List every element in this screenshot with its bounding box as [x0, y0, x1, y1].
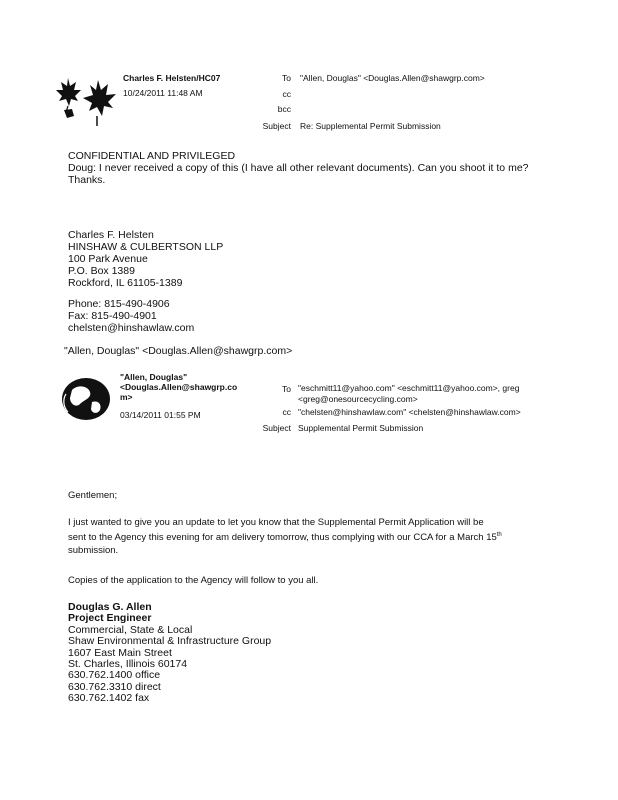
para-line: I just wanted to give you an update to let you know that the Supplemental Permit Application will be [68, 517, 484, 528]
contact-line: Fax: 815-490-4901 [68, 310, 157, 322]
signature-line: Commercial, State & Local [68, 623, 193, 636]
signature-line: Charles F. Helsten [68, 229, 154, 241]
signature-line: 630.762.1400 office [68, 669, 161, 682]
email2-to-label: To [282, 384, 291, 394]
signature-line: HINSHAW & CULBERTSON LLP [68, 241, 224, 253]
para-line: sent to the Agency this evening for am delivery tomorrow, thus complying with our CCA for a March 15th [68, 532, 502, 544]
signature-name: Douglas G. Allen [68, 601, 152, 613]
email1-cc-label: cc [282, 89, 291, 99]
email2-sender [120, 372, 237, 402]
sender-line: "Allen, Douglas" [120, 372, 188, 382]
signature-line: Shaw Environmental & Infrastructure Group [68, 635, 272, 648]
email2-cc: "chelsten@hinshawlaw.com" <chelsten@hinshawlaw.com> [298, 407, 521, 417]
email2-subject-label: Subject [262, 423, 291, 433]
body-line: Thanks. [68, 174, 106, 186]
email1-body [68, 150, 529, 186]
email2-para1 [68, 516, 502, 557]
email1-subject: Re: Supplemental Permit Submission [300, 121, 441, 131]
signature-line: P.O. Box 1389 [68, 265, 135, 277]
signature-line: Rockford, IL 61105-1389 [68, 277, 183, 289]
globe-avatar-icon [58, 374, 114, 424]
contact-line: Phone: 815-490-4906 [68, 298, 170, 310]
email1-date: 10/24/2011 11:48 AM [123, 88, 203, 98]
email1-bcc-label: bcc [277, 104, 291, 114]
email2-cc-label: cc [282, 407, 291, 417]
email1-subject-label: Subject [262, 121, 291, 131]
email1-contact [68, 298, 194, 334]
para-line: submission. [68, 545, 119, 557]
signature-line: 630.762.1402 fax [68, 692, 150, 705]
to-line: "eschmitt11@yahoo.com" <eschmitt11@yahoo.com>, greg [298, 383, 520, 393]
signature-line: St. Charles, Illinois 60174 [68, 658, 188, 671]
signature-line: 1607 East Main Street [68, 646, 172, 659]
email1-to: "Allen, Douglas" <Douglas.Allen@shawgrp.com> [300, 73, 485, 83]
superscript-th: th [496, 532, 502, 538]
email2-to [298, 383, 519, 405]
email2-date: 03/14/2011 01:55 PM [120, 410, 201, 420]
quoted-from: "Allen, Douglas" <Douglas.Allen@shawgrp.com> [64, 345, 293, 357]
email2-para2: Copies of the application to the Agency will follow to you all. [68, 575, 319, 586]
to-line: <greg@onesourcecycling.com> [298, 394, 418, 404]
body-line: CONFIDENTIAL AND PRIVILEGED [68, 150, 236, 162]
signature-title: Project Engineer [68, 612, 152, 625]
email2-signature [68, 602, 271, 705]
email1-to-label: To [282, 73, 291, 83]
sender-line: m> [120, 392, 133, 402]
body-line: Doug: I never received a copy of this (I have all other relevant documents). Can you shoot it to me? [68, 162, 529, 174]
sender-line: <Douglas.Allen@shawgrp.co [120, 382, 238, 392]
signature-line: 630.762.3310 direct [68, 680, 161, 693]
email1-from: Charles F. Helsten/HC07 [123, 73, 221, 83]
email2-subject: Supplemental Permit Submission [298, 423, 424, 433]
contact-line: chelsten@hinshawlaw.com [68, 322, 195, 334]
maple-leaf-logo-icon [50, 70, 125, 130]
email1-signature [68, 229, 223, 289]
email2-greeting: Gentlemen; [68, 490, 118, 501]
signature-line: 100 Park Avenue [68, 253, 148, 265]
